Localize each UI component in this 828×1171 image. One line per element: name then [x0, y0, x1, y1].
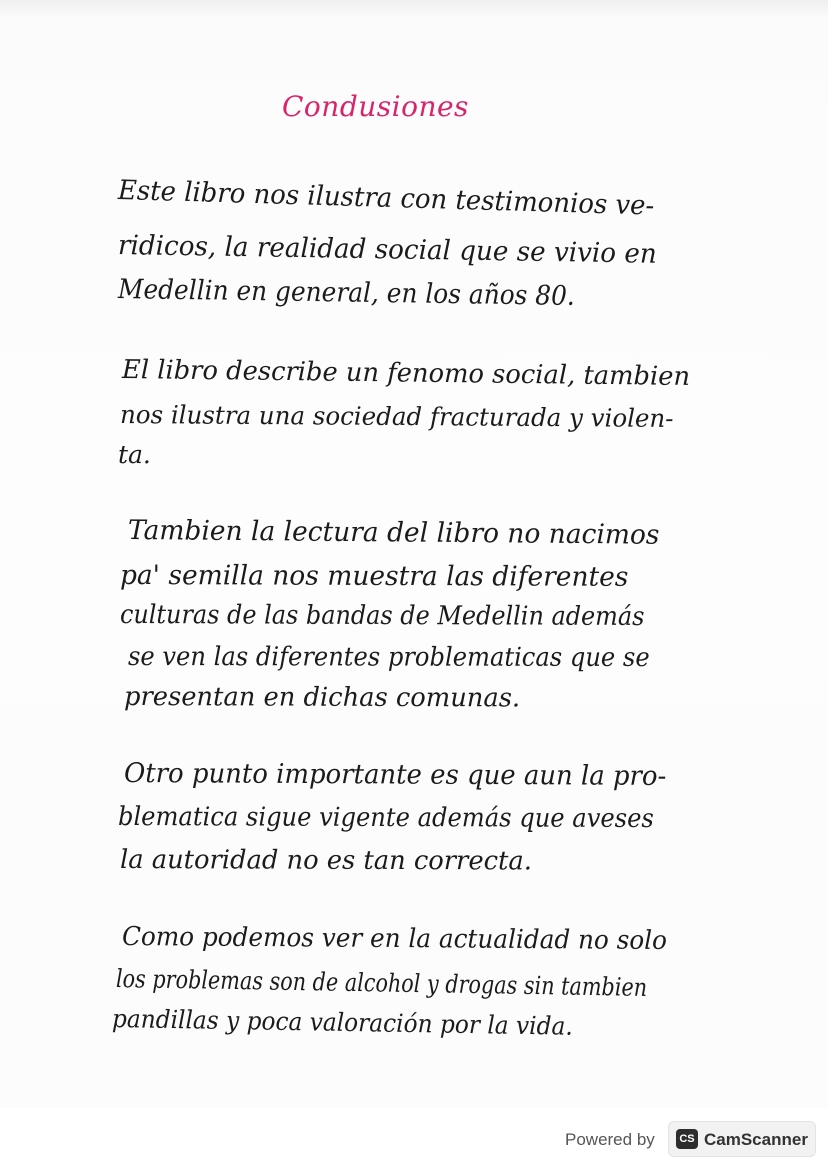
- page-edge-shadow: [0, 0, 828, 18]
- paragraph-3-line-2: pa' semilla nos muestra las diferentes: [119, 560, 629, 593]
- paragraph-1-line-1: Este libro nos ilustra con testimonios ve-: [117, 175, 655, 222]
- powered-by-label: Powered by: [565, 1130, 655, 1149]
- paragraph-2-line-3: ta.: [117, 440, 151, 470]
- paragraph-5-line-2: los problemas son de alcohol y drogas sin tambien: [115, 964, 648, 1002]
- paragraph-4-line-3: la autoridad no es tan correcta.: [119, 845, 532, 877]
- paragraph-4-line-1: Otro punto importante es que aun la pro-: [123, 758, 667, 792]
- paragraph-2-line-2: nos ilustra una sociedad fracturada y violen-: [119, 400, 674, 433]
- paragraph-4-line-2: blematica sigue vigente además que aveses: [117, 802, 654, 835]
- paragraph-3-line-1: Tambien la lectura del libro no nacimos: [127, 515, 660, 551]
- paragraph-5-line-1: Como podemos ver en la actualidad no solo: [121, 922, 668, 957]
- paragraph-3-line-5: presentan en dichas comunas.: [123, 682, 521, 714]
- paragraph-2-line-1: El libro describe un fenomo social, tambien: [121, 355, 691, 393]
- page-title: Condusiones: [282, 90, 469, 123]
- paragraph-3-line-3: culturas de las bandas de Medellin además: [119, 600, 645, 632]
- paragraph-1-line-2: ridicos, la realidad social que se vivio en: [117, 230, 658, 270]
- paragraph-1-line-3: Medellin en general, en los años 80.: [117, 274, 575, 312]
- camscanner-logo-icon: CS: [676, 1129, 698, 1149]
- camscanner-brand-name: CamScanner: [704, 1130, 808, 1149]
- paragraph-5-line-3: pandillas y poca valoración por la vida.: [111, 1004, 573, 1041]
- paragraph-3-line-4: se ven las diferentes problematicas que se: [127, 642, 650, 673]
